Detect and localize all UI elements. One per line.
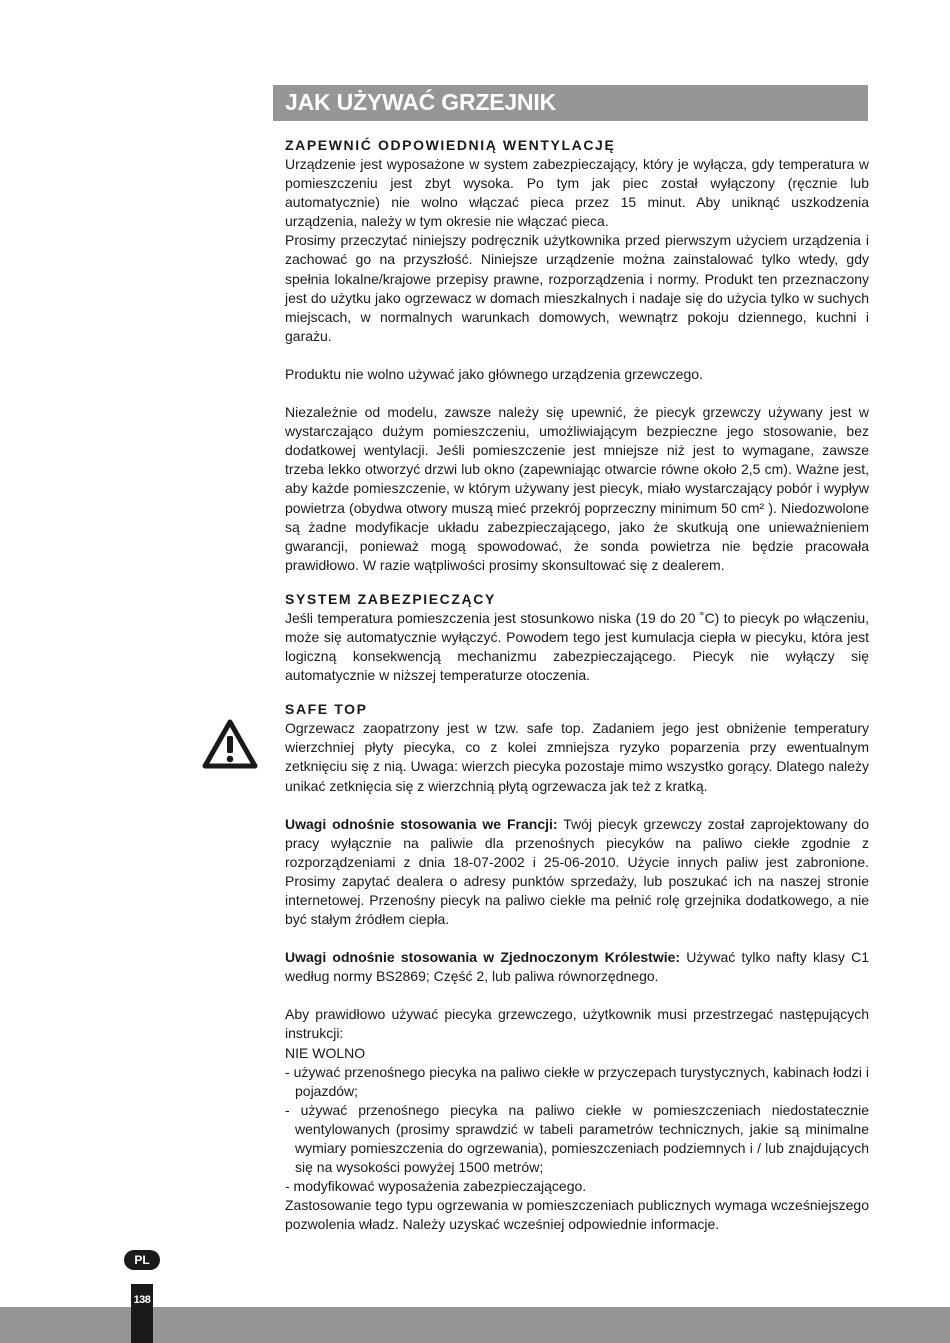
section-heading-ventilation: ZAPEWNIĆ ODPOWIEDNIĄ WENTYLACJĘ (285, 137, 616, 153)
main-content (285, 136, 869, 1235)
france-note-text: Twój piecyk grzewczy został zaprojektowany do pracy wyłącznie na paliwie dla przenośnych piecyków na paliwo ciekłe zgodnie z rozporządzeniami z dnia 18-07-2002 i 25-06-2010. Użycie innych paliw jest zabronione. Prosimy zapytać dealera o adresy punktów sprzedaży, lub poszukać ich na naszej stronie internetowej. Przenośny piecyk na paliwo ciekłe ma pełnić rolę grzejnika dodatkowego, a nie być stałym źródłem ciepła. (285, 815, 869, 928)
paragraph: Niezależnie od modelu, zawsze należy się upewnić, że piecyk grzewczy używany jest w wystarczająco dużym pomieszczeniu, umożliwiającym bezpieczne jego stosowanie, bez dodatkowej wentylacji. Jeśli pomieszczenie jest mniejsze niż jest to wymagane, zawsze trzeba lekko otworzyć drzwi lub okno (zapewniając otwarcie równe około 2,5 cm). Ważne jest, aby każde pomieszczenie, w którym używany jest piecyk, miało wystarczający pobór i wypływ powietrza (obydwa otwory muszą mieć przekrój poprzeczny minimum 50 cm² ). Niedozwolone są żadne modyfikacje układu zabezpieczającego, jako że skutkują one unieważnieniem gwarancji, ponieważ mogą spowodować, że sonda powietrza nie będzie pracowała prawidłowo. W razie wątpliwości prosimy skonsultować się z dealerem. (285, 404, 869, 573)
paragraph: Produktu nie wolno używać jako głównego urządzenia grzewczego. (285, 365, 703, 382)
nie-wolno-label: NIE WOLNO (285, 1044, 366, 1061)
uk-note-label: Uwagi odnośnie stosowania w Zjednoczonym Królestwie: (285, 949, 681, 966)
list-item: - modyfikować wyposażenia zabezpieczającego. (285, 1178, 587, 1195)
list-item: - używać przenośnego piecyka na paliwo ciekłe w przyczepach turystycznych, kabinach łodzi i pojazdów; (285, 1063, 869, 1099)
section-heading-safe-top: SAFE TOP (285, 701, 368, 718)
uk-note (285, 948, 869, 986)
paragraph: Ogrzewacz zaopatrzony jest w tzw. safe top. Zadaniem jego jest obniżenie temperatury wierzchniej płyty piecyka, co z kolei zmniejsza ryzyko poparzenia przy ewentualnym zetknięciu się z nią. Uwaga: wierzch piecyka pozostaje mimo wszystko gorący. Dlatego należy unikać zetknięcia się z wierzchnią płytą ogrzewacza jak też z kratką. (285, 720, 869, 794)
page-number-tab (131, 1284, 153, 1343)
page-number: 138 (133, 1294, 151, 1306)
warning-triangle-icon (202, 719, 258, 769)
paragraph: Jeśli temperatura pomieszczenia jest stosunkowo niska (19 do 20 ˚C) to piecyk po włączeniu, może się automatycznie wyłączyć. Powodem tego jest kumulacja ciepła w piecyku, która jest logiczną konsekwencją mechanizmu zabezpieczającego. Piecyk nie wyłączy się automatycznie w niższej temperaturze otoczenia. (285, 609, 869, 684)
list-item: - używać przenośnego piecyka na paliwo ciekłe w pomieszczeniach niedostatecznie wentylowanych (prosimy sprawdzić w tabeli parametrów technicznych, jakie są minimalne wymiary pomieszczenia do ogrzewania), pomieszczeniach podziemnych i / lub znajdujących się na wysokości powyżej 1500 metrów; (285, 1101, 869, 1176)
france-note (285, 815, 869, 930)
page-title: JAK UŻYWAĆ GRZEJNIK (285, 89, 556, 115)
language-badge: PL (124, 1250, 160, 1270)
france-note-label: Uwagi odnośnie stosowania we Francji: (285, 815, 558, 832)
paragraph: Aby prawidłowo używać piecyka grzewczego, użytkownik musi przestrzegać następujących instrukcji: (285, 1006, 869, 1042)
paragraph: Urządzenie jest wyposażone w system zabezpieczający, który je wyłącza, gdy temperatura w pomieszczeniu jest zbyt wysoka. Po tym jak piec został wyłączony (ręcznie lub automatycznie) nie wolno włączać pieca przez 15 minut. Aby uniknąć uszkodzenia urządzenia, należy w tym okresie nie włączać pieca. (285, 156, 869, 230)
paragraph: Prosimy przeczytać niniejszy podręcznik użytkownika przed pierwszym użyciem urządzenia i zachować go na przyszłość. Niniejsze urządzenie można zainstalować tylko wtedy, gdy spełnia lokalne/krajowe przepisy prawne, rozporządzenia i normy. Produkt ten przeznaczony jest do użytku jako ogrzewacz w domach mieszkalnych i nadaje się do użycia tylko w suchych miejscach, w normalnych warunkach domowych, wewnątrz pokoju dziennego, kuchni i garażu. (285, 232, 869, 344)
uk-note-text: Używać tylko nafty klasy C1 według normy BS2869; Część 2, lub paliwa równorzędnego. (285, 949, 870, 985)
section-heading-safety-system: SYSTEM ZABEZPIECZĄCY (285, 590, 496, 607)
title-bar (273, 85, 868, 121)
paragraph: Zastosowanie tego typu ogrzewania w pomieszczeniach publicznych wymaga wcześniejszego pozwolenia władz. Należy uzyskać wcześniej odpowiednie informacje. (285, 1197, 869, 1233)
